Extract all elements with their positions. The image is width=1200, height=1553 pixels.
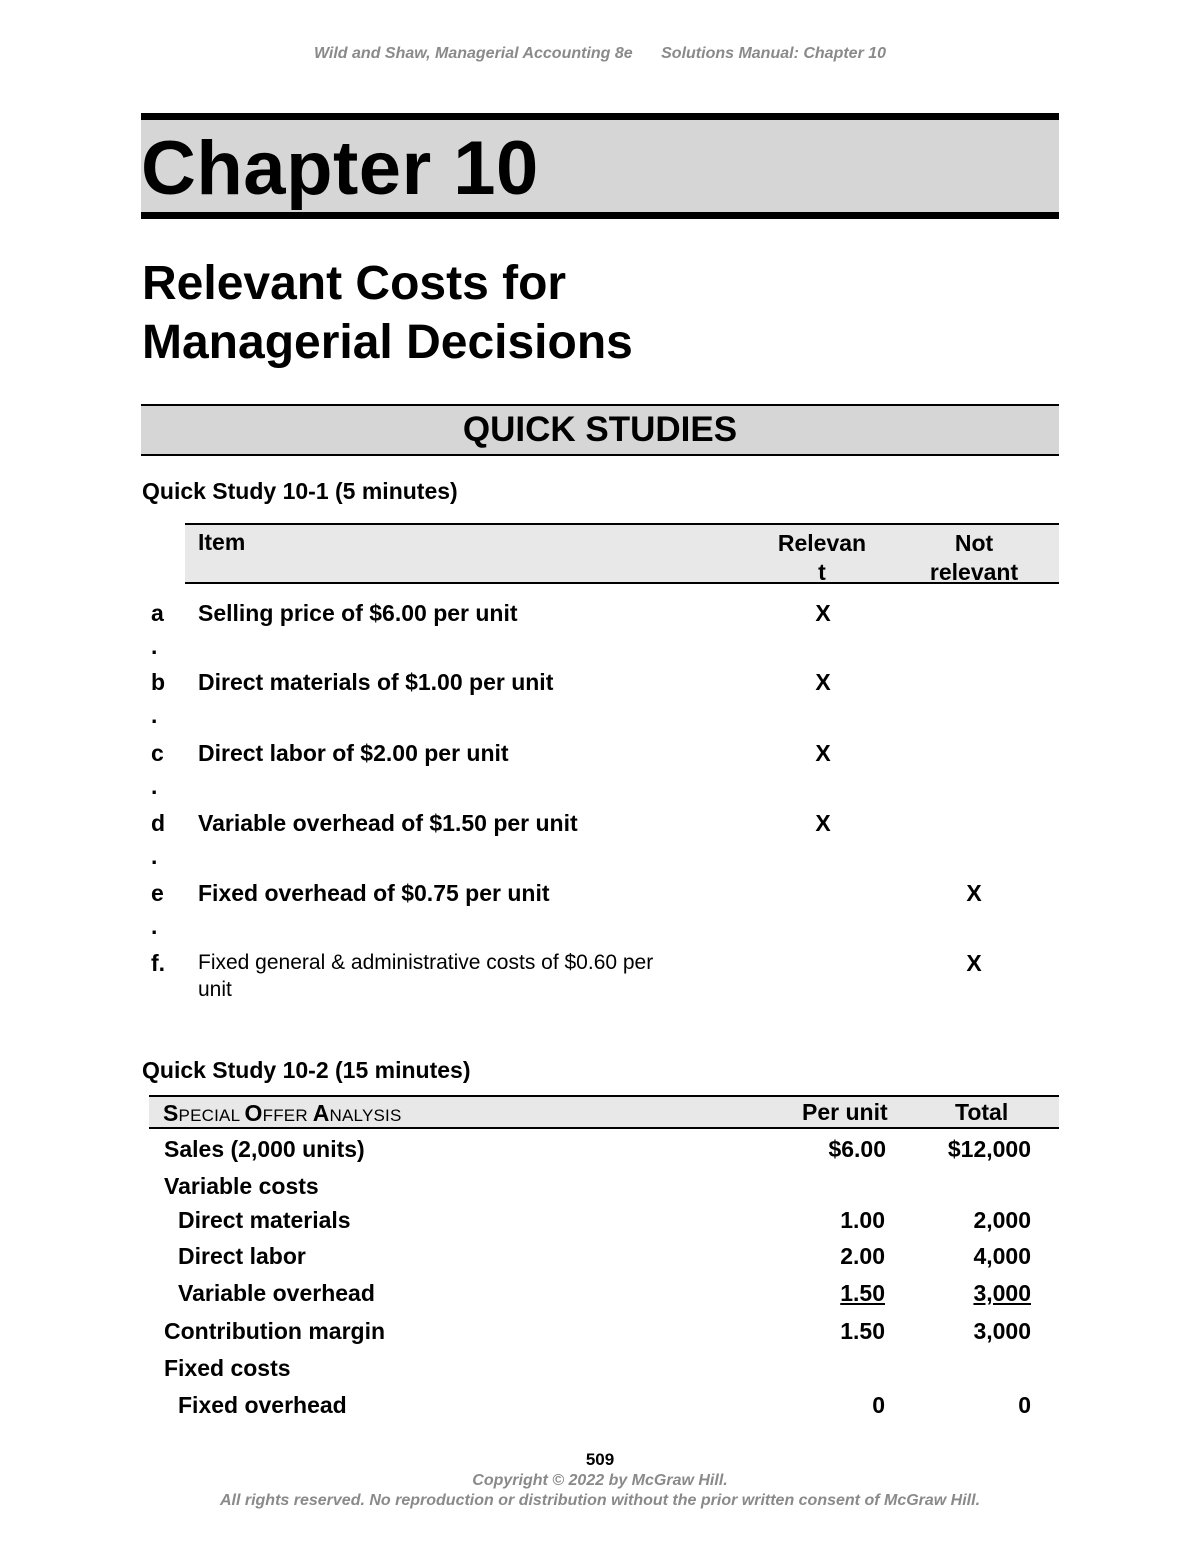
running-header	[0, 45, 1200, 63]
total-value: $12,000	[947, 1136, 1031, 1162]
row-letter: d .	[151, 810, 166, 869]
row-item: Fixed overhead of $0.75 per unit	[198, 880, 550, 906]
table-row	[141, 597, 1059, 667]
per-unit-value: 1.00	[840, 1207, 885, 1233]
row-item-line: Fixed general & administrative costs of $0.60 per	[198, 951, 654, 974]
column-header-per-unit: Per unit	[802, 1099, 888, 1125]
row-letter: a .	[151, 600, 164, 659]
rights-notice: All rights reserved. No reproduction or distribution without the prior written consent of McGraw Hill.	[219, 1492, 981, 1509]
row-label: Variable overhead	[178, 1280, 375, 1306]
relevant-mark: X	[815, 669, 831, 695]
total-value: 3,000	[973, 1318, 1031, 1344]
row-label: Direct materials	[178, 1207, 351, 1233]
table-row	[141, 807, 1059, 877]
relevant-mark: X	[815, 740, 831, 766]
total-value: 0	[1018, 1392, 1031, 1418]
table-row	[149, 1353, 1059, 1390]
column-header-not-relevant-line: Not	[954, 530, 994, 556]
row-label: Fixed overhead	[178, 1392, 347, 1418]
relevant-mark: X	[815, 810, 831, 836]
row-item: Direct labor of $2.00 per unit	[198, 740, 509, 766]
row-letter: b .	[151, 669, 166, 728]
qs2-table-header	[149, 1095, 1059, 1129]
total-value: 2,000	[973, 1207, 1031, 1233]
row-item-line: unit	[198, 978, 232, 1001]
chapter-subtitle	[142, 254, 633, 372]
qs1-table-header	[185, 523, 1059, 584]
table-row	[149, 1134, 1059, 1171]
per-unit-value: 1.50	[840, 1280, 885, 1306]
column-header-item: Item	[198, 529, 246, 555]
table-row	[149, 1171, 1059, 1208]
chapter-title-band	[141, 113, 1059, 219]
table-row	[141, 737, 1059, 807]
table-row	[141, 666, 1059, 736]
row-item	[198, 949, 758, 1003]
page-number: 509	[585, 1450, 615, 1469]
row-label: Contribution margin	[164, 1318, 386, 1344]
section-heading: QUICK STUDIES	[141, 404, 1059, 456]
column-header-relevant-line: t	[818, 559, 826, 585]
running-header-chapter: Solutions Manual: Chapter 10	[661, 45, 887, 62]
row-label: Sales (2,000 units)	[164, 1136, 365, 1162]
quick-study-2-heading: Quick Study 10-2 (15 minutes)	[142, 1057, 471, 1083]
column-header-not-relevant-line: relevant	[929, 559, 1019, 585]
column-header-not-relevant	[915, 529, 1033, 587]
column-header-relevant	[772, 529, 872, 587]
total-value: 4,000	[973, 1243, 1031, 1269]
per-unit-value: 1.50	[840, 1318, 885, 1344]
copyright-notice: Copyright © 2022 by McGraw Hill.	[472, 1472, 728, 1489]
table-row	[149, 1278, 1059, 1315]
column-header-total: Total	[955, 1099, 1009, 1125]
quick-study-1-heading: Quick Study 10-1 (5 minutes)	[142, 478, 458, 504]
row-label: Direct labor	[178, 1243, 306, 1269]
column-header-relevant-line: Relevan	[777, 530, 867, 556]
not-relevant-mark: X	[966, 880, 982, 906]
total-value: 3,000	[973, 1280, 1031, 1306]
row-letter: e .	[151, 880, 164, 939]
relevant-mark: X	[815, 600, 831, 626]
row-label: Variable costs	[164, 1173, 319, 1199]
table-row	[141, 877, 1059, 947]
row-letter: f.	[151, 950, 166, 976]
running-header-book: Wild and Shaw, Managerial Accounting 8e	[313, 45, 633, 62]
row-label: Fixed costs	[164, 1355, 291, 1381]
per-unit-value: $6.00	[828, 1136, 886, 1162]
chapter-subtitle-line: Managerial Decisions	[142, 316, 633, 369]
special-offer-analysis-title: SPECIAL OFFER ANALYSIS	[163, 1100, 402, 1126]
per-unit-value: 0	[872, 1392, 885, 1418]
row-letter: c .	[151, 740, 164, 799]
chapter-subtitle-line: Relevant Costs for	[142, 257, 567, 310]
not-relevant-mark: X	[966, 950, 982, 976]
per-unit-value: 2.00	[840, 1243, 885, 1269]
row-item: Selling price of $6.00 per unit	[198, 600, 518, 626]
chapter-title: Chapter 10	[141, 126, 539, 211]
table-row	[141, 947, 1059, 1017]
table-row	[149, 1390, 1059, 1427]
row-item: Variable overhead of $1.50 per unit	[198, 810, 578, 836]
row-item: Direct materials of $1.00 per unit	[198, 669, 554, 695]
table-row	[149, 1316, 1059, 1353]
table-row	[149, 1241, 1059, 1278]
table-row	[149, 1205, 1059, 1242]
